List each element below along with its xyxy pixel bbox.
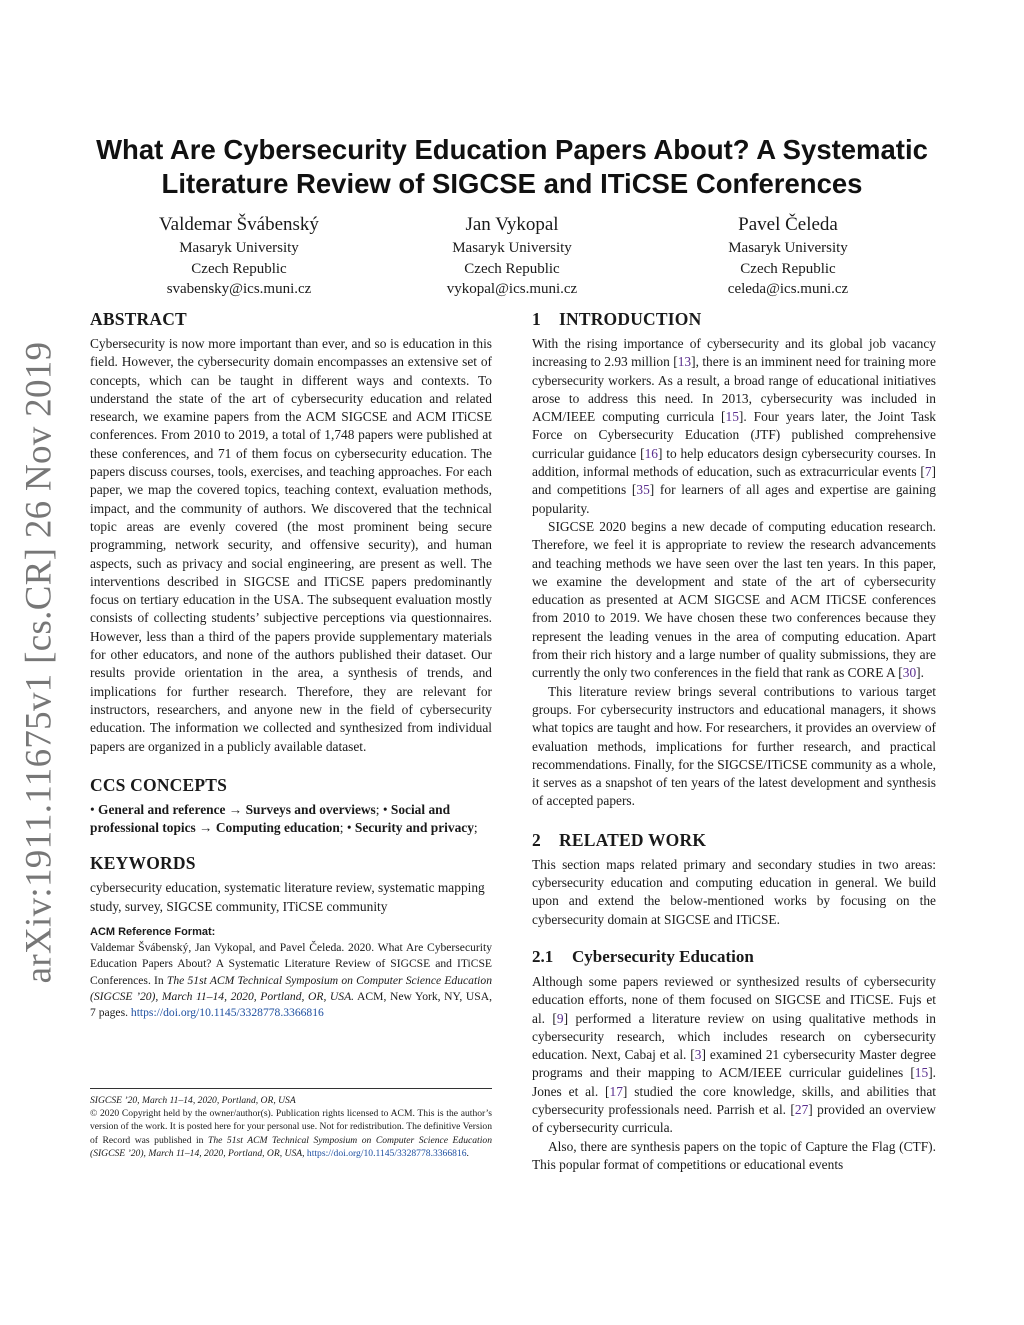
reference-format-heading: ACM Reference Format: [90, 926, 216, 939]
author-block [0, 211, 1024, 301]
ccs-heading: CCS CONCEPTS [90, 774, 228, 795]
author-name: Valdemar Švábenský [159, 214, 319, 235]
citation-link[interactable]: 13 [677, 354, 692, 370]
citation-link[interactable]: 17 [609, 1083, 623, 1099]
title-line-1: What Are Cybersecurity Education Papers About? A Systematic [96, 134, 928, 165]
cybersecurity-education-heading: 2.1 Cybersecurity Education [532, 946, 754, 966]
arxiv-stamp-text: arXiv:1911.11675v1 [cs.CR] 26 Nov 2019 [18, 341, 60, 984]
abstract-text: Cybersecurity is now more important than ever, and so is education in this field. However, the cybersecurity domain encompasses an extensive set of concepts, which can be taught in different ways and contexts. To understand the state of the art of cybersecurity education and related research, we examine papers from the ACM SIGCSE and ACM ITiCSE conferences. From 2010 to 2019, a total of 1,748 papers were published at these conferences, and 71 of them focus on cybersecurity education. The papers discuss courses, tools, exercises, and teaching approaches. For each paper, we map the covered topics, teaching context, evaluation methods, impact, and the community of authors. We discovered that the technical topic areas are evenly covered (the most prominent being secure programming, network security, and offensive security), and human aspects, such as privacy and social engineering, are present as well. The interventions described in SIGCSE and ITiCSE papers predominantly focus on tertiary education in the USA. The subsequent evaluation mostly consists of collecting students’ subjective perceptions via questionnaires. However, less than a third of the papers provide supplementary materials for other educators, and none of the authors published their dataset. Our results provide orientation in the area, a synthesis of trends, and implications for further research. Therefore, they are relevant for instructors, researchers, and anyone new in the field of cybersecurity education. The information we collected and synthesized from individual papers are organized in a publicly available dataset. [90, 336, 492, 754]
left-column [90, 306, 492, 1022]
ccs-arrow: → [199, 820, 213, 836]
citation-link[interactable]: 35 [636, 482, 650, 498]
citation-link[interactable]: 27 [794, 1101, 809, 1117]
author-country: Czech Republic [740, 260, 836, 277]
author-country: Czech Republic [464, 260, 560, 277]
intro-paragraph-2: SIGCSE 2020 begins a new decade of computing education research. Therefore, we feel it is appropriate to review the research advancements and teaching methods we have seen over the last ten years. In this paper, we examine the development and state of the art of cybersecurity education as presented at ACM SIGCSE and ACM ITiCSE conferences from 2010 to 2019. We have chosen these two conferences because they represent the leading venues in the area of computing education. Apart from their rich history and a large number of quality submissions, they are currently the only two conferences in the field that rank as CORE A [30]. [532, 518, 936, 681]
title-line-2: Literature Review of SIGCSE and ITiCSE Conferences [161, 168, 863, 199]
citation-link[interactable]: 15 [725, 409, 739, 425]
intro-paragraph-1: With the rising importance of cybersecurity and its global job vacancy increasing to 2.93 million [13], there is an imminent need for training more cybersecurity workers. As a result, a broad range of educational initiatives arose to address this need. In 2013, cybersecurity was included in ACM/IEEE computing curricula [15]. Four years later, the Joint Task Force on Cybersecurity Education (JTF) published comprehensive curricular guidance [16] to help educators design cybersecurity courses. In addition, informal methods of education, such as extracurricular events [7] and competitions [35] for learners of all ages and expertise are gaining popularity. [532, 336, 936, 516]
footnote-conference: SIGCSE ’20, March 11–14, 2020, Portland, OR, USA [90, 1095, 296, 1106]
author-3 [638, 211, 938, 300]
citation-link[interactable]: 7 [924, 464, 932, 480]
author-affiliation: Masaryk University [452, 240, 572, 256]
abstract-heading: ABSTRACT [90, 309, 187, 329]
author-email: svabensky@ics.muni.cz [166, 281, 312, 297]
ccs-item: Surveys and overviews [245, 801, 376, 817]
author-name: Jan Vykopal [465, 214, 559, 235]
author-affiliation: Masaryk University [728, 240, 848, 256]
ccs-arrow: → [228, 801, 243, 817]
author-name: Pavel Čeleda [738, 214, 838, 235]
right-column [532, 306, 936, 1174]
author-country: Czech Republic [191, 260, 287, 277]
keywords-heading: KEYWORDS [90, 853, 196, 874]
author-1 [89, 211, 389, 300]
ccs-item: General and reference [98, 801, 226, 817]
author-email: vykopal@ics.muni.cz [446, 281, 578, 297]
paper-title [60, 133, 964, 201]
citation-link[interactable]: 15 [914, 1065, 929, 1081]
arxiv-stamp [14, 0, 64, 1325]
footnote-doi-link[interactable]: https://doi.org/10.1145/3328778.3366816 [306, 1147, 467, 1159]
related-heading: 2 RELATED WORK [532, 829, 707, 850]
doi-link[interactable]: https://doi.org/10.1145/3328778.3366816 [130, 1006, 324, 1020]
ccs-item: Security and privacy [354, 820, 474, 836]
ccs-item: Computing education [215, 820, 340, 836]
footnote-copyright: © 2020 Copyright held by the owner/author(s). Publication rights licensed to ACM. This is the author’s version of the work. It is posted here for your personal use. Not for redistribution. The definitive Version of Record was published in The 51st ACM Technical Symposium on Computer Science Education (SIGCSE ’20), March 11–14, 2020, Portland, OR, USA, https://doi.org/10.1145/3328778.3366816. [90, 1108, 492, 1159]
author-2 [362, 211, 662, 300]
footnote-block [90, 1088, 492, 1160]
ccs-concepts: • General and reference → Surveys and overviews; • Social and professional topics → Computing education; • Security and privacy; [90, 801, 478, 836]
footnote-rule [90, 1088, 492, 1089]
author-email: celeda@ics.muni.cz [727, 281, 849, 297]
cybered-paragraph-1: Although some papers reviewed or synthesized results of cybersecurity education efforts, none of them focused on SIGCSE and ITiCSE. Fujs et al. [9] performed a literature review on using qualitative methods in cybersecurity research, which includes research on cybersecurity education. Next, Cabaj et al. [3] examined 21 cybersecurity Master degree programs and their mapping to ACM/IEEE curricular guidelines [15]. Jones et al. [17] studied the core knowledge, skills, and abilities that cybersecurity professionals need. Parrish et al. [27] provided an overview of cybersecurity curricula. [532, 973, 937, 1136]
citation-link[interactable]: 16 [644, 445, 658, 461]
reference-format-text: Valdemar Švábenský, Jan Vykopal, and Pavel Čeleda. 2020. What Are Cybersecurity Education Papers About? A Systematic Literature Review of SIGCSE and ITiCSE Conferences. In The 51st ACM Technical Symposium on Computer Science Education (SIGCSE ’20), March 11–14, 2020, Portland, OR, USA. ACM, New York, NY, USA, 7 pages. https://doi.org/10.1145/3328778.3366816 [90, 941, 493, 1020]
citation-link[interactable]: 9 [556, 1010, 564, 1026]
intro-paragraph-3: This literature review brings several contributions to various target groups. For cybersecurity instructors and educational managers, it shows what topics are taught and how. For researchers, it provides an overview of evaluation methods, implications for further research, and practical recommendations. Finally, for the SIGCSE/ITiCSE community as a whole, it serves as a snapshot of ten years of the latest development and synthesis of accepted papers. [532, 683, 936, 809]
author-affiliation: Masaryk University [179, 240, 299, 256]
citation-link[interactable]: 30 [902, 665, 917, 681]
ccs-item: Social and professional topics [90, 801, 451, 836]
cybered-paragraph-2: Also, there are synthesis papers on the topic of Capture the Flag (CTF). This popular format of competitions or educational events [532, 1138, 936, 1172]
keywords-text: cybersecurity education, systematic literature review, systematic mapping study, survey, SIGCSE community, ITiCSE community [90, 880, 485, 914]
related-paragraph-1: This section maps related primary and secondary studies in two areas: cybersecurity education and computing education in general. We build upon and extend the below-mentioned works by focusing on the cybersecurity domain at SIGCSE and ITiCSE. [532, 856, 936, 927]
intro-heading: 1 INTRODUCTION [532, 309, 702, 329]
citation-link[interactable]: 3 [694, 1047, 702, 1063]
